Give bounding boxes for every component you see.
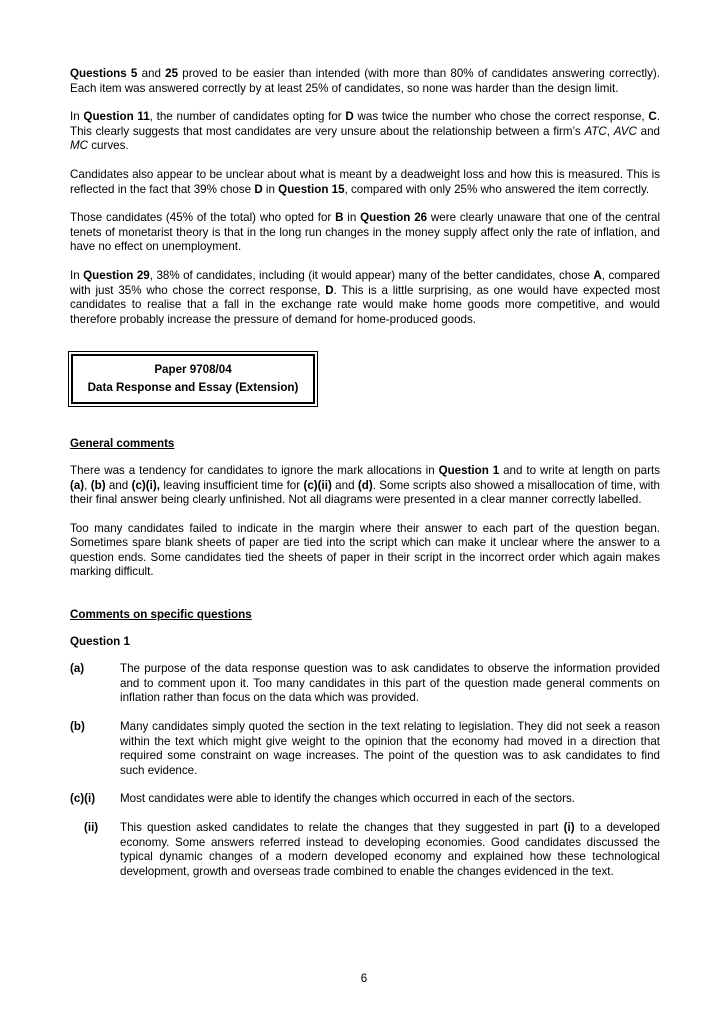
part-text: This question asked candidates to relate the changes that they suggested in part (i) to a developed economy. Some answers referred instead to developing economies. Good candidates discussed the typical dynamic changes of a modern developed economy and explained how these technological development, growth and overseas trade combined to enable the changes evidenced in the text. xyxy=(120,821,660,878)
question-part xyxy=(70,662,660,706)
paper-code: Paper 9708/04 xyxy=(154,363,232,377)
part-label: (b) xyxy=(70,720,85,734)
document-page xyxy=(70,67,660,893)
paragraph: Candidates also appear to be unclear about what is meant by a deadweight loss and how this is measured. This is reflected in the fact that 39% chose D in Question 15, compared with only 25% who answered the item correctly. xyxy=(70,167,660,196)
part-text: The purpose of the data response question was to ask candidates to observe the information provided and to comment upon it. Too many candidates in this part of the question made general comments on inflation rather than focus on the data which was provided. xyxy=(120,662,660,705)
question-part xyxy=(70,720,660,778)
general-comments-heading: General comments xyxy=(70,437,175,451)
part-text: Most candidates were able to identify the changes which occurred in each of the sectors. xyxy=(120,792,575,806)
part-label: (c)(i) xyxy=(70,792,96,806)
paper-title-inner xyxy=(71,354,315,404)
part-label: (a) xyxy=(70,662,85,676)
paragraph: There was a tendency for candidates to ignore the mark allocations in Question 1 and to write at length on parts (a), (b) and (c)(i), leaving insufficient time for (c)(ii) and (d). Some scripts also showed a misallocation of time, with their final answer being clearly unfinished. Not all diagrams were presented in a clear manner correctly labelled. xyxy=(70,463,661,507)
paper-title: Data Response and Essay (Extension) xyxy=(87,381,299,395)
page-number: 6 xyxy=(360,972,368,985)
paragraph: Too many candidates failed to indicate in the margin where their answer to each part of the question began. Sometimes spare blank sheets of paper are tied into the script which can make it unclear where the answer to a question ends. Some candidates tied the sheets of paper in their script in the incorrect order which again makes marking difficult. xyxy=(70,521,660,579)
question-part xyxy=(70,792,660,807)
paper-title-box xyxy=(68,351,318,407)
paragraph: Those candidates (45% of the total) who opted for B in Question 26 were clearly unaware that one of the central tenets of monetarist theory is that in the long run changes in the money supply affect only the rate of inflation, and have no effect on unemployment. xyxy=(70,211,661,254)
top-paragraphs xyxy=(70,67,660,327)
part-text: Many candidates simply quoted the section in the text relating to legislation. They did not seek a reason within the text which might give weight to the opinion that the economy had moved in a direction that required some constraint on wage increases. The point of the question was to ask candidates to find such evidence. xyxy=(120,720,660,777)
question-label: Question 1 xyxy=(70,634,130,648)
question-part xyxy=(70,821,660,879)
paragraph: In Question 29, 38% of candidates, including (it would appear) many of the better candidates, chose A, compared with just 35% who chose the correct response, D. This is a little surprising, as one would have expected most candidates to realise that a fall in the exchange rate would make home goods more competitive, and would therefore probably increase the pressure of demand for home-produced goods. xyxy=(70,268,661,326)
paragraph: In Question 11, the number of candidates opting for D was twice the number who chose the correct response, C. This clearly suggests that most candidates are very unsure about the relationship between a firm’s ATC, AVC and MC curves. xyxy=(70,110,661,153)
specific-comments-heading: Comments on specific questions xyxy=(70,608,252,622)
part-label: (ii) xyxy=(84,821,99,834)
paragraph: Questions 5 and 25 proved to be easier than intended (with more than 80% of candidates answering correctly). Each item was answered correctly by at least 25% of candidates, so none was harder than the design limit. xyxy=(70,67,660,95)
